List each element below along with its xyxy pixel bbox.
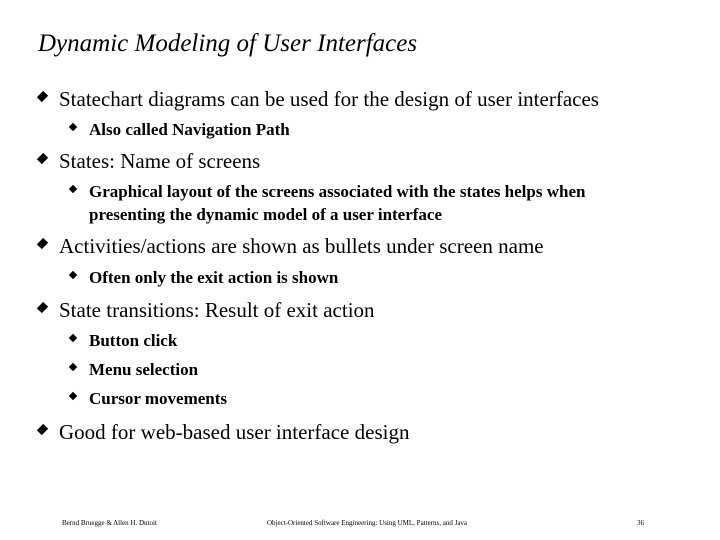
sub-bullet-text: Menu selection [89,360,199,379]
diamond-sub-bullet-icon [69,271,77,279]
bullet-text: State transitions: Result of exit action [59,298,375,322]
diamond-sub-bullet-icon [69,392,77,400]
diamond-sub-bullet-icon [69,334,77,342]
bullet-text: Statechart diagrams can be used for the design of user interfaces [59,87,599,111]
sub-bullet-text: Also called Navigation Path [89,120,290,139]
diamond-sub-bullet-icon [69,123,77,131]
diamond-sub-bullet-icon [69,185,77,193]
sub-bullet-text: presenting the dynamic model of a user interface [89,205,443,224]
sub-bullet-text: Often only the exit action is shown [89,268,339,287]
diamond-bullet-icon [37,238,48,249]
sub-bullet-text: Button click [89,331,178,350]
sub-bullet-text: Graphical layout of the screens associated with the states helps when [89,182,586,201]
diamond-bullet-icon [37,91,48,102]
bullet-text: Activities/actions are shown as bullets under screen name [59,234,544,258]
diamond-bullet-icon [37,153,48,164]
bullet-text: Good for web-based user interface design [59,420,410,444]
bullet-text: States: Name of screens [59,149,261,173]
footer-authors: Bernd Bruegge & Allen H. Dutoit [62,519,157,527]
footer-book-title: Object-Oriented Software Engineering: Using UML, Patterns, and Java [267,519,468,527]
diamond-bullet-icon [37,302,48,313]
sub-bullet-text: Cursor movements [89,389,228,408]
diamond-sub-bullet-icon [69,363,77,371]
diamond-bullet-icon [37,424,48,435]
slide-title: Dynamic Modeling of User Interfaces [38,30,418,57]
footer-page-number: 36 [637,519,644,527]
